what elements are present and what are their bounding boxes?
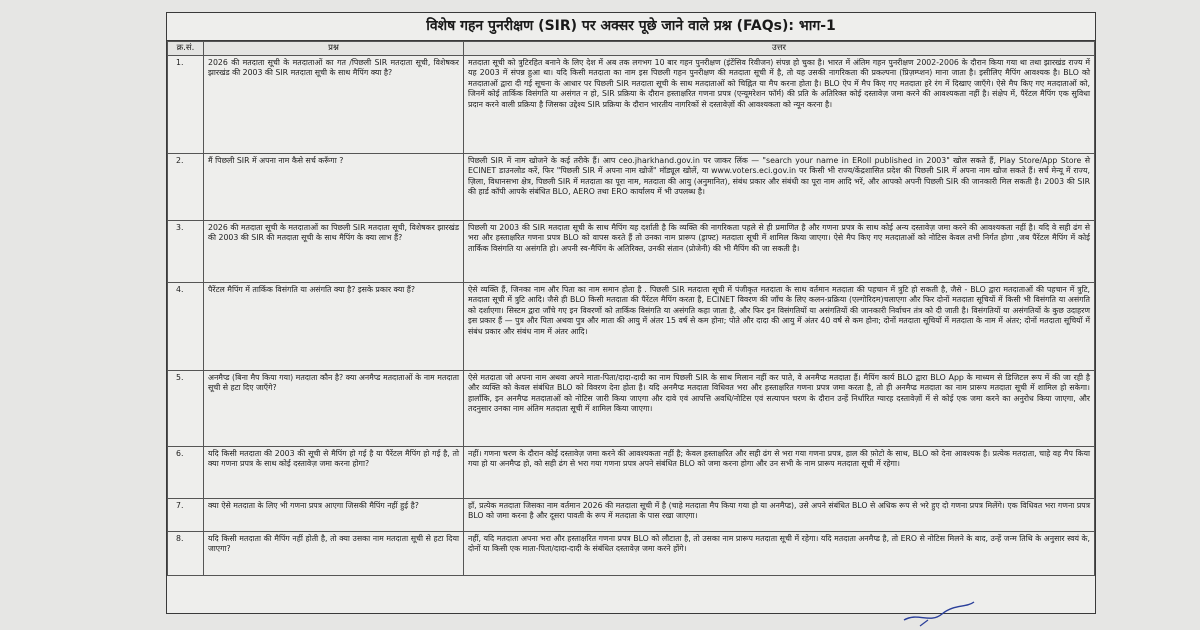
row-sn: 2. xyxy=(168,154,204,221)
row-question: पैरेंटल मैपिंग में तार्किक विसंगति या असंगति क्या है? इसके प्रकार क्या हैं? xyxy=(204,283,464,371)
row-question: यदि किसी मतदाता की 2003 की सूची से मैपिंग हो गई है या पैरेंटल मैपिंग हो गई है, तो क्या गणना प्रपत्र के साथ कोई दस्तावेज़ जमा करना होगा? xyxy=(204,447,464,499)
row-question: यदि किसी मतदाता की मैपिंग नहीं होती है, तो क्या उसका नाम मतदाता सूची से हटा दिया जाएगा? xyxy=(204,532,464,576)
row-answer: नहीं, यदि मतदाता अपना भरा और हस्ताक्षरित गणना प्रपत्र BLO को लौटाता है, तो उसका नाम प्रारूप मतदाता सूची में रहेगा। यदि मतदाता अनमैप्ड है, तो ERO से नोटिस मिलने के बाद, उन्हें जन्म तिथि के अनुसार स्वयं के, दोनों या किसी एक माता-पिता/दादा-दादी के संबंधित दस्तावेज़ जमा करने होंगे। xyxy=(464,532,1095,576)
table-header-row xyxy=(168,42,1095,56)
table-row xyxy=(168,447,1095,499)
row-question: 2026 की मतदाता सूची के मतदाताओं का गत /पिछली SIR मतदाता सूची, विशेषकर झारखंड की 2003 की SIR मतदाता सूची के साथ मैपिंग क्या है? xyxy=(204,56,464,154)
table-row xyxy=(168,221,1095,283)
row-sn: 7. xyxy=(168,499,204,532)
row-answer: ऐसे मतदाता जो अपना नाम अथवा अपने माता-पिता/दादा-दादी का नाम पिछली SIR के साथ मिलान नहीं कर पाते, वे अनमैप्ड मतदाता हैं। मैपिंग कार्य BLO द्वारा BLO App के माध्यम से डिजिटल रूप में की जा रही है और व्यक्ति को केवल संबंधित BLO को विवरण देना होता है। यदि अनमैप्ड मतदाता विधिवत भरा और हस्ताक्षरित गणना प्रपत्र जमा करता है, तो ही अनमैप्ड मतदाता का नाम प्रारूप मतदाता सूची में शामिल हो सकेगा। हालाँकि, इन अनमैप्ड मतदाताओं को नोटिस जारी किया जाएगा और दावे एवं आपत्ति अवधि/नोटिस एवं सत्यापन चरण के दौरान उन्हें निर्धारित ग्यारह दस्तावेज़ों में से कोई एक जमा करने का अनुरोध किया जाएगा, और तदनुसार उनका नाम अंतिम मतदाता सूची में शामिल किया जाएगा। xyxy=(464,371,1095,447)
row-answer: पिछली या 2003 की SIR मतदाता सूची के साथ मैपिंग यह दर्शाती है कि व्यक्ति की नागरिकता पहले से ही प्रमाणित है और गणना प्रपत्र के साथ कोई अन्य दस्तावेज़ जमा करने की आवश्यकता नहीं है। यदि वे सही ढंग से भरा और हस्ताक्षरित गणना प्रपत्र BLO को वापस करते हैं तो उनका नाम प्रारूप (ड्राफ्ट) मतदाता सूची में शामिल किया जाएगा। ऐसे मैप किए गए मतदाताओं को नोटिस केवल तभी निर्गत होगा ,जब पैरेंटल मैपिंग में कोई तार्किक विसंगति या असंगति हो। अपनी स्व-मैपिंग के अतिरिक्त, उनकी संतान (प्रोजेनी) की भी मैपिंग की जा सकती है। xyxy=(464,221,1095,283)
row-sn: 5. xyxy=(168,371,204,447)
row-answer: हाँ, प्रत्येक मतदाता जिसका नाम वर्तमान 2026 की मतदाता सूची में है (चाहे मतदाता मैप किया गया हो या अनमैप्ड), उसे अपने संबंधित BLO से अधिक रूप से भरे हुए दो गणना प्रपत्र मिलेंगे। एक विधिवत भरा गणना प्रपत्र BLO को जमा करना है और दूसरा पावती के रूप में मतदाता के पास रखा जाएगा। xyxy=(464,499,1095,532)
table-row xyxy=(168,532,1095,576)
row-sn: 1. xyxy=(168,56,204,154)
row-answer: नहीं। गणना चरण के दौरान कोई दस्तावेज़ जमा करने की आवश्यकता नहीं है; केवल हस्ताक्षरित और सही ढंग से भरा गया गणना प्रपत्र, हाल की फ़ोटो के साथ, BLO को देना आवश्यक है। प्रत्येक मतदाता, चाहे वह मैप किया गया हो या अनमैप्ड हो, को सही ढंग से भरा गया गणना प्रपत्र अपने संबंधित BLO को जमा करना होगा और उन सभी के नाम प्रारूप मतदाता सूची में रहेगा। xyxy=(464,447,1095,499)
table-row xyxy=(168,371,1095,447)
row-sn: 4. xyxy=(168,283,204,371)
table-row xyxy=(168,56,1095,154)
table-row xyxy=(168,283,1095,371)
row-sn: 3. xyxy=(168,221,204,283)
header-question: प्रश्न xyxy=(204,42,464,56)
page-title: विशेष गहन पुनरीक्षण (SIR) पर अक्सर पूछे जाने वाले प्रश्न (FAQs): भाग-1 xyxy=(167,13,1095,41)
row-question: 2026 की मतदाता सूची के मतदाताओं का पिछली SIR मतदाता सूची, विशेषकर झारखंड की 2003 की SIR की मतदाता सूची के साथ मैपिंग के क्या लाभ हैं? xyxy=(204,221,464,283)
signature-mark xyxy=(900,590,1000,630)
table-row xyxy=(168,154,1095,221)
row-answer: पिछली SIR में नाम खोजने के कई तरीके हैं। आप ceo.jharkhand.gov.in पर जाकर लिंक — "search your name in ERoll published in 2003" खोल सकते हैं, Play Store/App Store से ECINET डाउनलोड करें, फिर "पिछली SIR में अपना नाम खोजें" मॉड्यूल खोलें, या www.voters.eci.gov.in पर किसी भी राज्य/केंद्रशासित प्रदेश की पिछली SIR में अपना नाम खोज सकते हैं। सर्च मेन्यू में राज्य, ज़िला, विधानसभा क्षेत्र, पिछली SIR में मतदाता का पूरा नाम, मतदाता की आयु (अनुमानित), संबंध प्रकार और संबंधी का पूरा नाम आदि भरें, और आपको अपनी पिछली SIR की जानकारी मिल सकती है। 2003 की SIR की हार्ड कॉपी आपके संबंधित BLO, AERO तथा ERO कार्यालय में भी उपलब्ध है। xyxy=(464,154,1095,221)
header-answer: उत्तर xyxy=(464,42,1095,56)
faq-sheet xyxy=(166,12,1096,614)
faq-table xyxy=(167,41,1095,576)
table-row xyxy=(168,499,1095,532)
row-question: अनमैप्ड (बिना मैप किया गया) मतदाता कौन है? क्या अनमैप्ड मतदाताओं के नाम मतदाता सूची से हटा दिए जाएँगे? xyxy=(204,371,464,447)
header-sn: क्र.सं. xyxy=(168,42,204,56)
row-answer: मतदाता सूची को त्रुटिरहित बनाने के लिए देश में अब तक लगभग 10 बार गहन पुनरीक्षण (इंटेंसिव रिवीजन) संपन्न हो चुका है। भारत में अंतिम गहन पुनरीक्षण 2002-2006 के दौरान किया गया था तथा झारखंड राज्य में यह 2003 में संपन्न हुआ था। यदि किसी मतदाता का नाम इस पिछली गहन पुनरीक्षण की मतदाता सूची में है, तो यह उसकी नागरिकता की प्रकल्पना (प्रिज़म्प्शन) माना जाता है। इसीलिए मैपिंग आवश्यक है। BLO को मतदाताओं द्वारा दी गई सूचना के आधार पर पिछली SIR मतदाता सूची के साथ मतदाताओं को चिह्नित या मैप करना होता है। BLO ऐप में मैप किए गए मतदाता हरे रंग में दिखाए जाएँगे। ऐसे मैप किए गए मतदाताओं को, जिनमें कोई तार्किक विसंगति या असंगत न हो, SIR प्रक्रिया के दौरान हस्ताक्षरित गणना प्रपत्र (एन्यूमरेशन फॉर्म) की प्रति के अतिरिक्त कोई दस्तावेज़ जमा करने की आवश्यकता नहीं है। संक्षेप में, पैरेंटल मैपिंग एक सुविधा प्रदान करने वाली प्रक्रिया है जिसका उद्देश्य SIR प्रक्रिया के दौरान भारतीय नागरिकों से दस्तावेज़ों की आवश्यकता को न्यून करना है। xyxy=(464,56,1095,154)
row-sn: 8. xyxy=(168,532,204,576)
row-question: मैं पिछली SIR में अपना नाम कैसे सर्च करूँगा ? xyxy=(204,154,464,221)
row-question: क्या ऐसे मतदाता के लिए भी गणना प्रपत्र आएगा जिसकी मैपिंग नहीं हुई है? xyxy=(204,499,464,532)
row-sn: 6. xyxy=(168,447,204,499)
row-answer: ऐसे व्यक्ति हैं, जिनका नाम और पिता का नाम समान होता है . पिछली SIR मतदाता सूची में पंजीकृत मतदाता के साथ वर्तमान मतदाता की पहचान में त्रुटि हो सकती है, जैसे - BLO द्वारा मतदाताओं की पहचान में त्रुटि, मतदाता सूची में त्रुटि आदि। जैसे ही BLO किसी मतदाता की पैरेंटल मैपिंग करता है, ECINET विवरण की जाँच के लिए कलन-प्रक्रिया (एल्गोरिदम)चलाएगा और फिर दोनों मतदाता सूचियों में किसी भी विसंगति या असंगति को दर्शाएगा। सिस्टम द्वारा जाँचे गए इन विवरणों को तार्किक विसंगति या असंगति कहा जाता है, और फिर इन विसंगतियों या असंगतियों की जानकारी निर्वाचन तंत्र को दी जाती है। विसंगतियों या असंगतियों के कुछ उदाहरण इस प्रकार हैं — पुत्र और पिता अथवा पुत्र और माता की आयु में अंतर 15 वर्ष से कम होना; पोते और दादा की आयु में अंतर 40 वर्ष से कम होना; दोनों मतदाता सूचियों में मतदाता के नाम में अंतर; दोनों मतदाता सूचियों में संबंध प्रकार और संबंध नाम में अंतर आदि। xyxy=(464,283,1095,371)
